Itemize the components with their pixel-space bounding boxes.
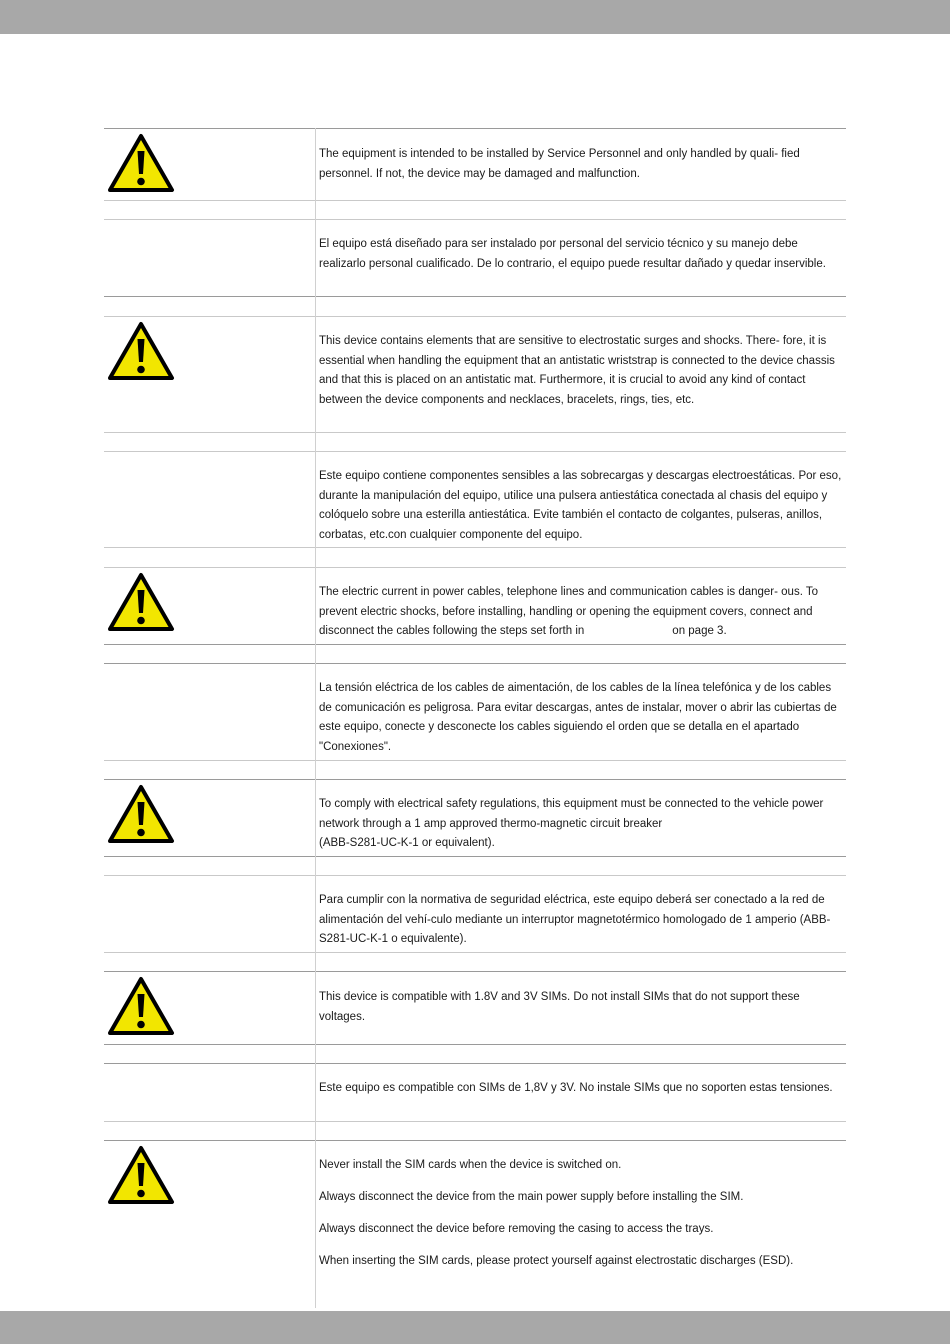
table-rule (104, 663, 846, 664)
warning-triangle-icon (107, 784, 175, 844)
table-rule (104, 952, 846, 953)
warning-paragraph: La tensión eléctrica de los cables de aimentación, de los cables de la línea telefónica y de los cables de comunicación es peligrosa. Para evitar descargas, antes de instalar, mover o abrir las cubiertas de este equipo, conecte y desconecte los cables siguiendo el orden que se detalla en el apartado "Conexiones". (319, 682, 837, 753)
page-header-bar (0, 0, 950, 34)
table-rule (104, 451, 846, 452)
warning-text-en (319, 1156, 844, 1272)
warning-paragraph: To comply with electrical safety regulations, this equipment must be connected to the vehicle power network through a 1 amp approved thermo-magnetic circuit breaker (319, 798, 824, 830)
table-rule (104, 432, 846, 433)
warning-paragraph: Always disconnect the device from the main power supply before installing the SIM. (319, 1191, 744, 1203)
table-rule (104, 128, 846, 129)
warning-paragraph: (ABB-S281-UC-K-1 or equivalent). (319, 837, 495, 849)
table-rule (104, 567, 846, 568)
warning-paragraph: Always disconnect the device before removing the casing to access the trays. (319, 1223, 714, 1235)
warning-paragraph (319, 583, 844, 642)
warning-text-en (319, 145, 844, 184)
warning-text-es (319, 679, 844, 757)
warning-triangle-icon (107, 976, 175, 1036)
warning-paragraph: Este equipo contiene componentes sensibles a las sobrecargas y descargas electroestáticas. Por eso, durante la manipulación del equipo, utilice una pulsera antiestática conectada al chasis del equipo y colóquelo sobre una esterilla antiestática. Evite también el contacto de colgantes, pulseras, anillos, corbatas, etc.con cualquier componente del equipo. (319, 470, 842, 541)
table-rule (104, 547, 846, 548)
warning-triangle-icon (107, 321, 175, 381)
table-rule (104, 875, 846, 876)
table-rule (104, 779, 846, 780)
table-rule (104, 316, 846, 317)
warning-text-en (319, 583, 844, 642)
table-rule (104, 1140, 846, 1141)
warning-paragraph: This device contains elements that are sensitive to electrostatic surges and shocks. There- fore, it is essential when handling the equipment that an antistatic wriststrap is connected to the device chassis and that this is placed on an antistatic mat. Furthermore, it is crucial to avoid any kind of contact between the device components and necklaces, bracelets, rings, ties, etc. (319, 335, 835, 406)
warning-text-part: The electric current in power cables, telephone lines and communication cables is danger- ous. To prevent electric shocks, before installing, handling or opening the equipment covers, connect and disconnect the cables following the steps set forth in (319, 586, 819, 637)
warning-paragraph: The equipment is intended to be installed by Service Personnel and only handled by quali- fied personnel. If not, the device may be damaged and malfunction. (319, 148, 800, 180)
warning-paragraph: This device is compatible with 1.8V and 3V SIMs. Do not install SIMs that do not support these voltages. (319, 991, 800, 1023)
warning-text-es (319, 1079, 844, 1099)
warning-paragraph: Never install the SIM cards when the device is switched on. (319, 1159, 622, 1171)
table-rule (104, 644, 846, 645)
table-rule (104, 200, 846, 201)
table-rule (104, 1121, 846, 1122)
table-rule (104, 1044, 846, 1045)
table-rule (104, 296, 846, 297)
warning-triangle-icon (107, 133, 175, 193)
warning-triangle-icon (107, 1145, 175, 1205)
warning-paragraph: When inserting the SIM cards, please protect yourself against electrostatic discharges (ESD). (319, 1255, 794, 1267)
table-column-divider (315, 128, 316, 1308)
page-footer-bar (0, 1311, 950, 1344)
warning-text-en (319, 795, 844, 854)
warning-paragraph: Para cumplir con la normativa de seguridad eléctrica, este equipo deberá ser conectado a la red de alimentación del vehí-culo mediante un interruptor magnetotérmico homologado de 1 amperio (ABB-S281-UC-K-1 o equivalente). (319, 894, 831, 945)
table-rule (104, 760, 846, 761)
warning-text-en (319, 332, 844, 410)
page-reference: on page 3. (672, 625, 727, 637)
warning-text-es (319, 891, 844, 950)
table-rule (104, 1063, 846, 1064)
warning-paragraph: Este equipo es compatible con SIMs de 1,8V y 3V. No instale SIMs que no soporten estas tensiones. (319, 1082, 833, 1094)
warning-triangle-icon (107, 572, 175, 632)
warning-text-es (319, 235, 844, 274)
warning-text-en (319, 988, 844, 1027)
table-rule (104, 971, 846, 972)
table-rule (104, 856, 846, 857)
table-rule (104, 219, 846, 220)
warning-paragraph: El equipo está diseñado para ser instalado por personal del servicio técnico y su manejo debe realizarlo personal cualificado. De lo contrario, el equipo puede resultar dañado y quedar inservible. (319, 238, 826, 270)
warning-text-es (319, 467, 844, 545)
